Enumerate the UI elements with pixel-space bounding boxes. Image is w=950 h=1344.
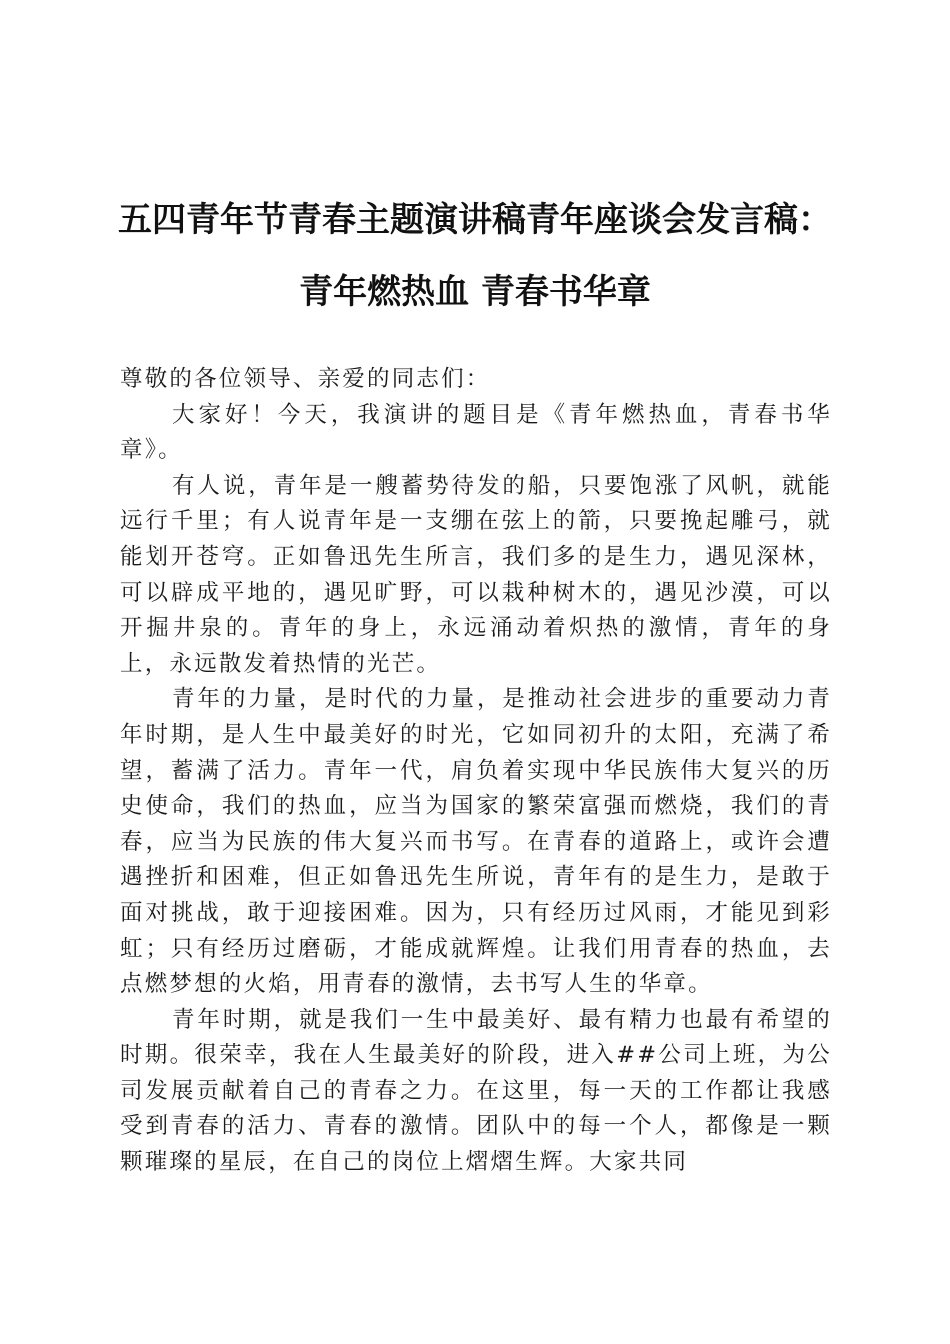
salutation: 尊敬的各位领导、亲爱的同志们：: [120, 366, 491, 392]
paragraph: 青年的力量，是时代的力量，是推动社会进步的重要动力青年时期，是人生中最美好的时光，它如同初升的太阳，充满了希望，蓄满了活力。青年一代，肩负着实现中华民族伟大复兴的历史使命，我们的热血，应当为国家的繁荣富强而燃烧，我们的青春，应当为民族的伟大复兴而书写。在青春的道路上，或许会遭遇挫折和困难，但正如鲁迅先生所说，青年有的是生力，是敢于面对挑战，敢于迎接困难。因为，只有经历过风雨，才能见到彩虹；只有经历过磨砺，才能成就辉煌。让我们用青春的热血，去点燃梦想的火焰，用青春的激情，去书写人生的华章。: [120, 686, 832, 998]
paragraph: 大家好！今天，我演讲的题目是《青年燃热血，青春书华章》。: [120, 401, 832, 464]
document-title-line-2: 青年燃热血 青春书华章: [299, 272, 651, 312]
document-body: [120, 362, 832, 1181]
paragraph: 有人说，青年是一艘蓄势待发的船，只要饱涨了风帆，就能远行千里；有人说青年是一支绷在弦上的箭，只要挽起雕弓，就能划开苍穹。正如鲁迅先生所言，我们多的是生力，遇见深林，可以辟成平地的，遇见旷野，可以栽种树木的，遇见沙漠，可以开掘井泉的。青年的身上，永远涌动着炽热的激情，青年的身上，永远散发着热情的光芒。: [120, 472, 832, 677]
document-title-line-1: 五四青年节青春主题演讲稿青年座谈会发言稿：: [118, 200, 832, 240]
paragraph: 青年时期，就是我们一生中最美好、最有精力也最有希望的时期。很荣幸，我在人生最美好的阶段，进入##公司上班，为公司发展贡献着自己的青春之力。在这里，每一天的工作都让我感受到青春的活力、青春的激情。团队中的每一个人，都像是一颗颗璀璨的星辰，在自己的岗位上熠熠生辉。大家共同: [120, 1006, 832, 1176]
